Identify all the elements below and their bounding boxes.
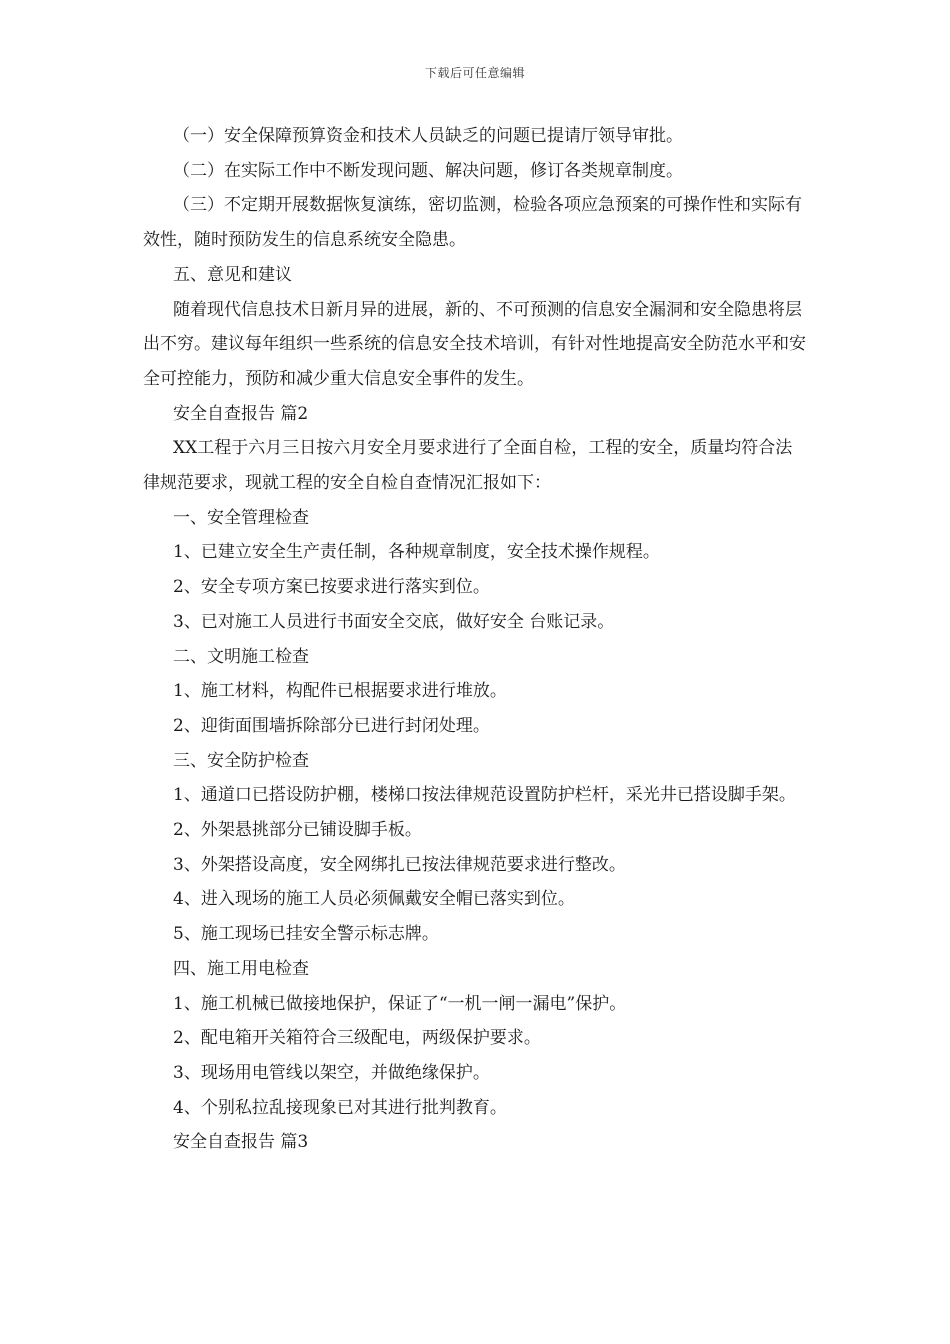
paragraph: （三）不定期开展数据恢复演练，密切监测，检验各项应急预案的可操作性和实际有效性，随时预防发生的信息系统安全隐患。 [143, 195, 802, 251]
report-title: 安全自查报告 篇2 [173, 403, 309, 424]
section-heading: 四、施工用电检查 [173, 958, 309, 979]
paragraph: XX工程于六月三日按六月安全月要求进行了全面自检，工程的安全，质量均符合法律规范要求，现就工程的安全自检自查情况汇报如下： [143, 438, 793, 494]
paragraph: 随着现代信息技术日新月异的进展，新的、不可预测的信息安全漏洞和安全隐患将层出不穷。建议每年组织一些系统的信息安全技术培训，有针对性地提高安全防范水平和安全可控能力，预防和减少重大信息安全事件的发生。 [143, 299, 806, 389]
section-heading: 一、安全管理检查 [173, 507, 309, 528]
list-item: 2、迎街面围墙拆除部分已进行封闭处理。 [173, 715, 490, 736]
section-heading: 二、文明施工检查 [173, 646, 309, 667]
list-item: 3、已对施工人员进行书面安全交底，做好安全 台账记录。 [173, 611, 615, 632]
list-item: 1、已建立安全生产责任制，各种规章制度，安全技术操作规程。 [173, 542, 660, 563]
list-item: 2、安全专项方案已按要求进行落实到位。 [173, 577, 490, 598]
document-body [143, 119, 807, 1160]
page-header: 下载后可任意编辑 [424, 66, 525, 80]
section-heading: 五、意见和建议 [173, 264, 292, 285]
section-heading: 三、安全防护检查 [173, 750, 309, 771]
list-item: 3、现场用电管线以架空，并做绝缘保护。 [173, 1062, 490, 1083]
list-item: 1、施工机械已做接地保护，保证了“一机一闸一漏电”保护。 [173, 993, 627, 1014]
list-item: 1、通道口已搭设防护棚，楼梯口按法律规范设置防护栏杆，采光井已搭设脚手架。 [173, 785, 796, 806]
list-item: 2、配电箱开关箱符合三级配电，两级保护要求。 [173, 1028, 541, 1049]
list-item: 1、施工材料，构配件已根据要求进行堆放。 [173, 681, 507, 702]
list-item: 2、外架悬挑部分已铺设脚手板。 [173, 820, 422, 841]
paragraph: （二）在实际工作中不断发现问题、解决问题，修订各类规章制度。 [173, 160, 683, 181]
paragraph: （一）安全保障预算资金和技术人员缺乏的问题已提请厅领导审批。 [173, 126, 683, 146]
list-item: 4、进入现场的施工人员必须佩戴安全帽已落实到位。 [173, 889, 575, 910]
list-item: 4、个别私拉乱接现象已对其进行批判教育。 [173, 1097, 507, 1118]
list-item: 5、施工现场已挂安全警示标志牌。 [173, 924, 439, 945]
report-title: 安全自查报告 篇3 [173, 1132, 309, 1153]
list-item: 3、外架搭设高度，安全网绑扎已按法律规范要求进行整改。 [173, 854, 626, 875]
